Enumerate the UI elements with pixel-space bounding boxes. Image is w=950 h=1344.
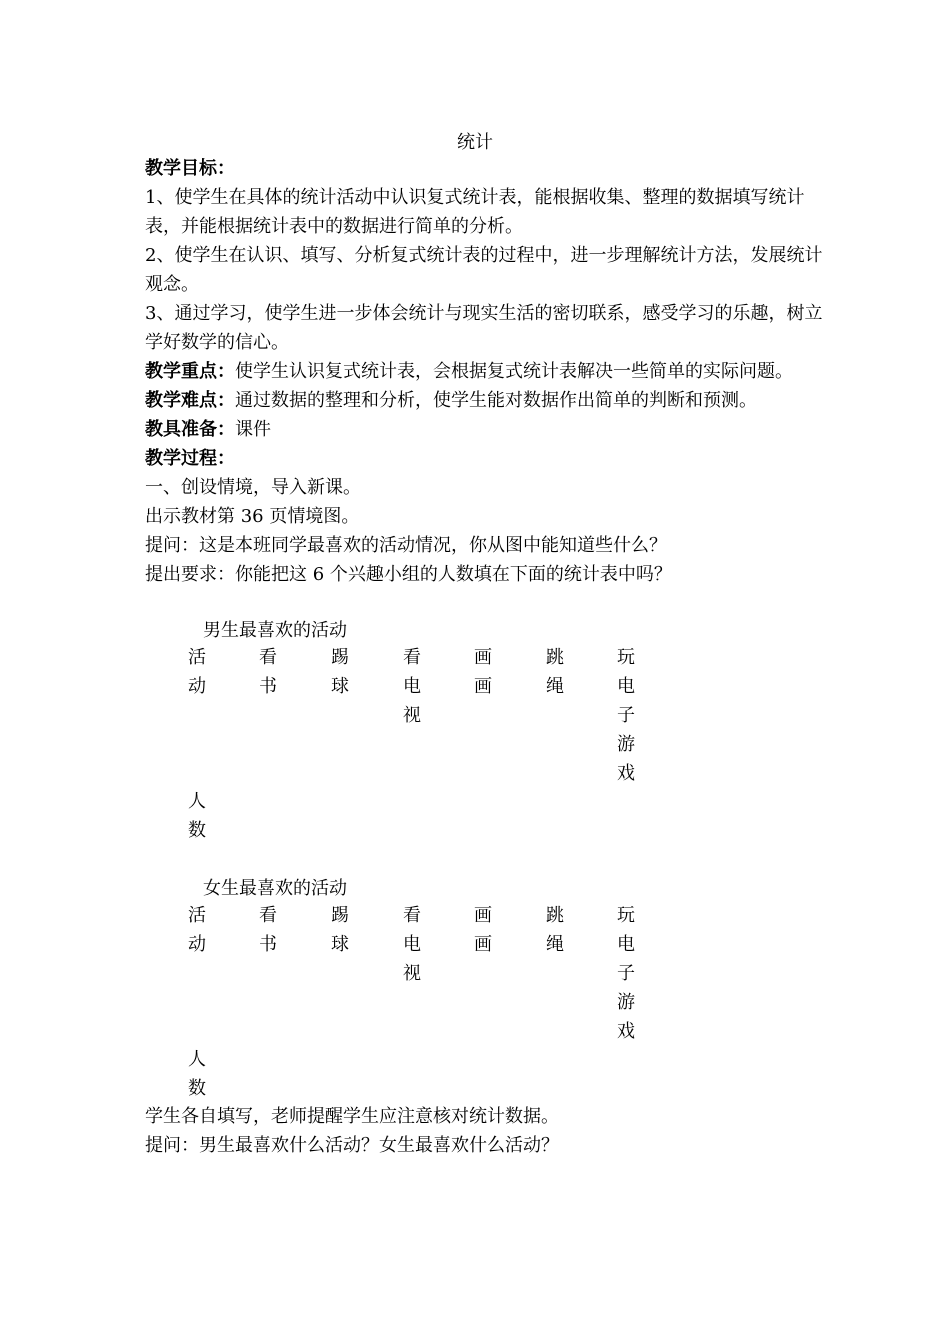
materials	[145, 415, 825, 444]
table-header-cell: 玩电子游戏	[617, 647, 635, 784]
closing-line: 学生各自填写，老师提醒学生应注意核对统计数据。	[145, 1106, 559, 1127]
table-caption: 女生最喜欢的活动	[203, 878, 347, 899]
table-header-cell: 玩电子游戏	[617, 905, 635, 1042]
difficulty-text: 通过数据的整理和分析，使学生能对数据作出简单的判断和预测。	[235, 390, 757, 411]
key-point-label: 教学重点：	[145, 361, 235, 382]
table-row-label: 人数	[188, 1049, 206, 1099]
process-line: 一、创设情境，导入新课。	[145, 477, 361, 498]
table-header-cell: 踢球	[331, 647, 349, 697]
table-header-cell: 看书	[259, 905, 277, 955]
table-header-cell: 看电视	[403, 647, 421, 726]
difficulty	[145, 386, 825, 415]
table-header-cell: 踢球	[331, 905, 349, 955]
document-body	[145, 154, 825, 589]
closing-line: 提问：男生最喜欢什么活动？女生最喜欢什么活动？	[145, 1135, 559, 1156]
objective-item: 2、使学生在认识、填写、分析复式统计表的过程中，进一步理解统计方法，发展统计观念。	[145, 245, 823, 295]
objectives-heading: 教学目标：	[145, 158, 235, 179]
table-row-label: 人数	[188, 791, 206, 841]
page-title: 统计	[457, 132, 493, 153]
process-line: 提问：这是本班同学最喜欢的活动情况，你从图中能知道些什么？	[145, 535, 667, 556]
process-line: 出示教材第 36 页情境图。	[145, 506, 360, 527]
key-point-text: 使学生认识复式统计表，会根据复式统计表解决一些简单的实际问题。	[235, 361, 793, 382]
materials-text: 课件	[235, 419, 271, 440]
objective-item: 3、通过学习，使学生进一步体会统计与现实生活的密切联系，感受学习的乐趣，树立学好数学的信心。	[145, 303, 823, 353]
table-header-cell: 画画	[474, 905, 492, 955]
difficulty-label: 教学难点：	[145, 390, 235, 411]
key-point	[145, 357, 825, 386]
table-header-cell: 跳绳	[546, 647, 564, 697]
table-header-cell: 活动	[188, 905, 206, 955]
process-heading: 教学过程：	[145, 448, 235, 469]
process-line: 提出要求：你能把这 6 个兴趣小组的人数填在下面的统计表中吗？	[145, 564, 672, 585]
objective-item: 1、使学生在具体的统计活动中认识复式统计表，能根据收集、整理的数据填写统计表，并能根据统计表中的数据进行简单的分析。	[145, 187, 805, 237]
table-caption: 男生最喜欢的活动	[203, 620, 347, 641]
table-header-cell: 看书	[259, 647, 277, 697]
table-header-cell: 画画	[474, 647, 492, 697]
table-header-cell: 看电视	[403, 905, 421, 984]
materials-label: 教具准备：	[145, 419, 235, 440]
table-header-cell: 活动	[188, 647, 206, 697]
closing-section	[145, 1102, 825, 1160]
table-header-cell: 跳绳	[546, 905, 564, 955]
